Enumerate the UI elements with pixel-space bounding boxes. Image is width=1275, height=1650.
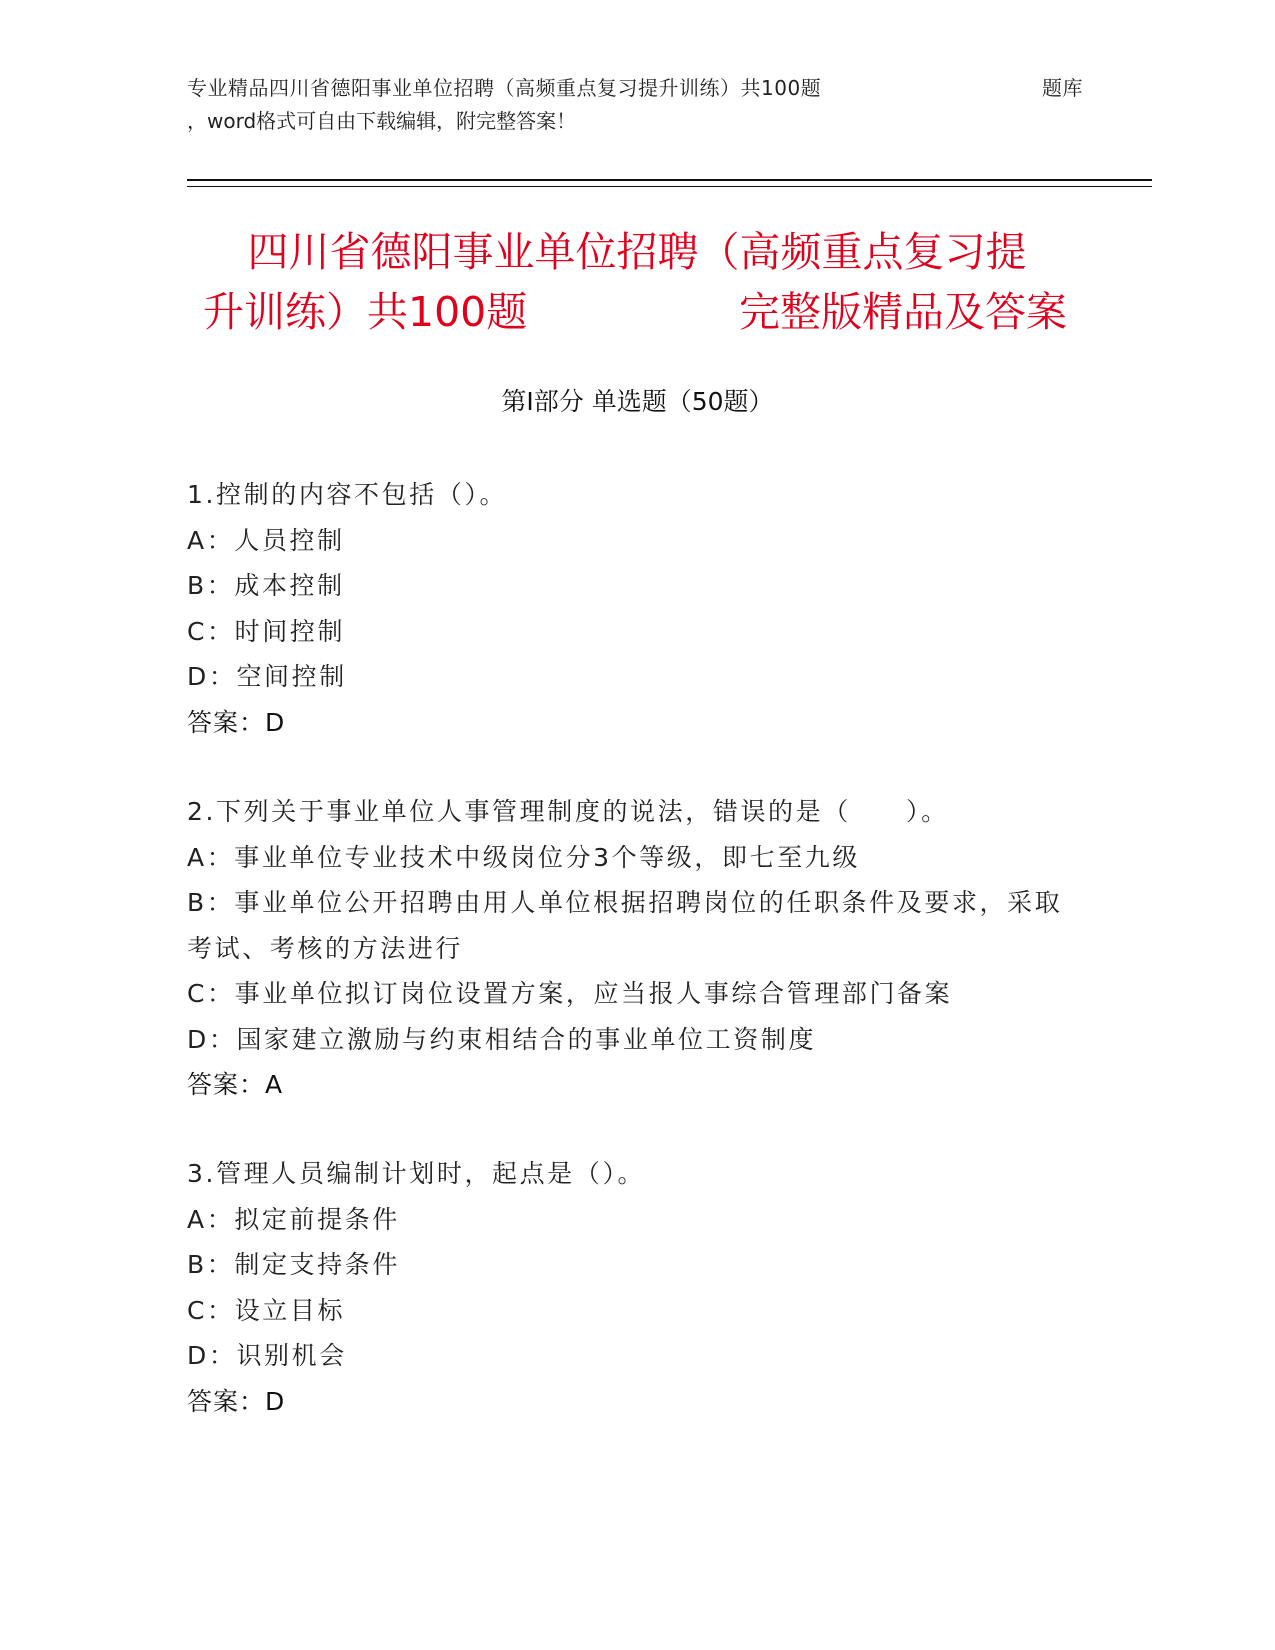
option-c: C：事业单位拟订岗位设置方案，应当报人事综合管理部门备案 xyxy=(187,979,953,1008)
option-d: D：空间控制 xyxy=(187,662,347,691)
option-c: C：时间控制 xyxy=(187,616,346,646)
option-d: D：识别机会 xyxy=(187,1341,347,1370)
section-heading: 第Ⅰ部分 单选题（50题） xyxy=(501,387,774,416)
header-line-2: ，word格式可自由下载编辑，附完整答案！ xyxy=(187,109,577,133)
document-title-line-2 xyxy=(187,282,1087,342)
option-b: B：成本控制 xyxy=(187,571,345,600)
header-divider-thick xyxy=(187,179,1152,181)
header-title-text: 专业精品四川省德阳事业单位招聘（高频重点复习提升训练）共100题 xyxy=(187,76,822,100)
option-b: B：制定支持条件 xyxy=(187,1250,400,1279)
option-d: D：国家建立激励与约束相结合的事业单位工资制度 xyxy=(187,1024,817,1054)
document-title-line-2-left: 升训练）共100题 xyxy=(203,288,528,336)
question-3 xyxy=(187,1151,1087,1424)
document-title-line-2-right: 完整版精品及答案 xyxy=(739,288,1067,336)
document-title-line-1: 四川省德阳事业单位招聘（高频重点复习提 xyxy=(247,228,1027,276)
answer: 答案：D xyxy=(187,1386,286,1416)
question-1 xyxy=(187,472,1087,745)
answer: 答案：D xyxy=(187,707,286,737)
header-tag-text: 题库 xyxy=(1042,76,1083,100)
answer: 答案：A xyxy=(187,1070,284,1099)
question-2 xyxy=(187,789,1087,1108)
option-a: A：人员控制 xyxy=(187,525,345,555)
option-c: C：设立目标 xyxy=(187,1295,346,1325)
header-divider-thin xyxy=(187,186,1152,187)
document-title xyxy=(187,222,1087,342)
question-stem: 1.控制的内容不包括（）。 xyxy=(187,480,508,509)
question-stem: 3.管理人员编制计划时，起点是（）。 xyxy=(187,1159,646,1188)
option-a: A：事业单位专业技术中级岗位分3个等级，即七至九级 xyxy=(187,842,861,872)
page-header xyxy=(187,72,1087,138)
header-line-1 xyxy=(187,72,1087,105)
option-b: B：事业单位公开招聘由用人单位根据招聘岗位的任职条件及要求，采取考试、考核的方法进行 xyxy=(187,888,1063,963)
option-a: A：拟定前提条件 xyxy=(187,1204,400,1234)
question-stem: 2.下列关于事业单位人事管理制度的说法，错误的是（ ）。 xyxy=(187,797,949,826)
